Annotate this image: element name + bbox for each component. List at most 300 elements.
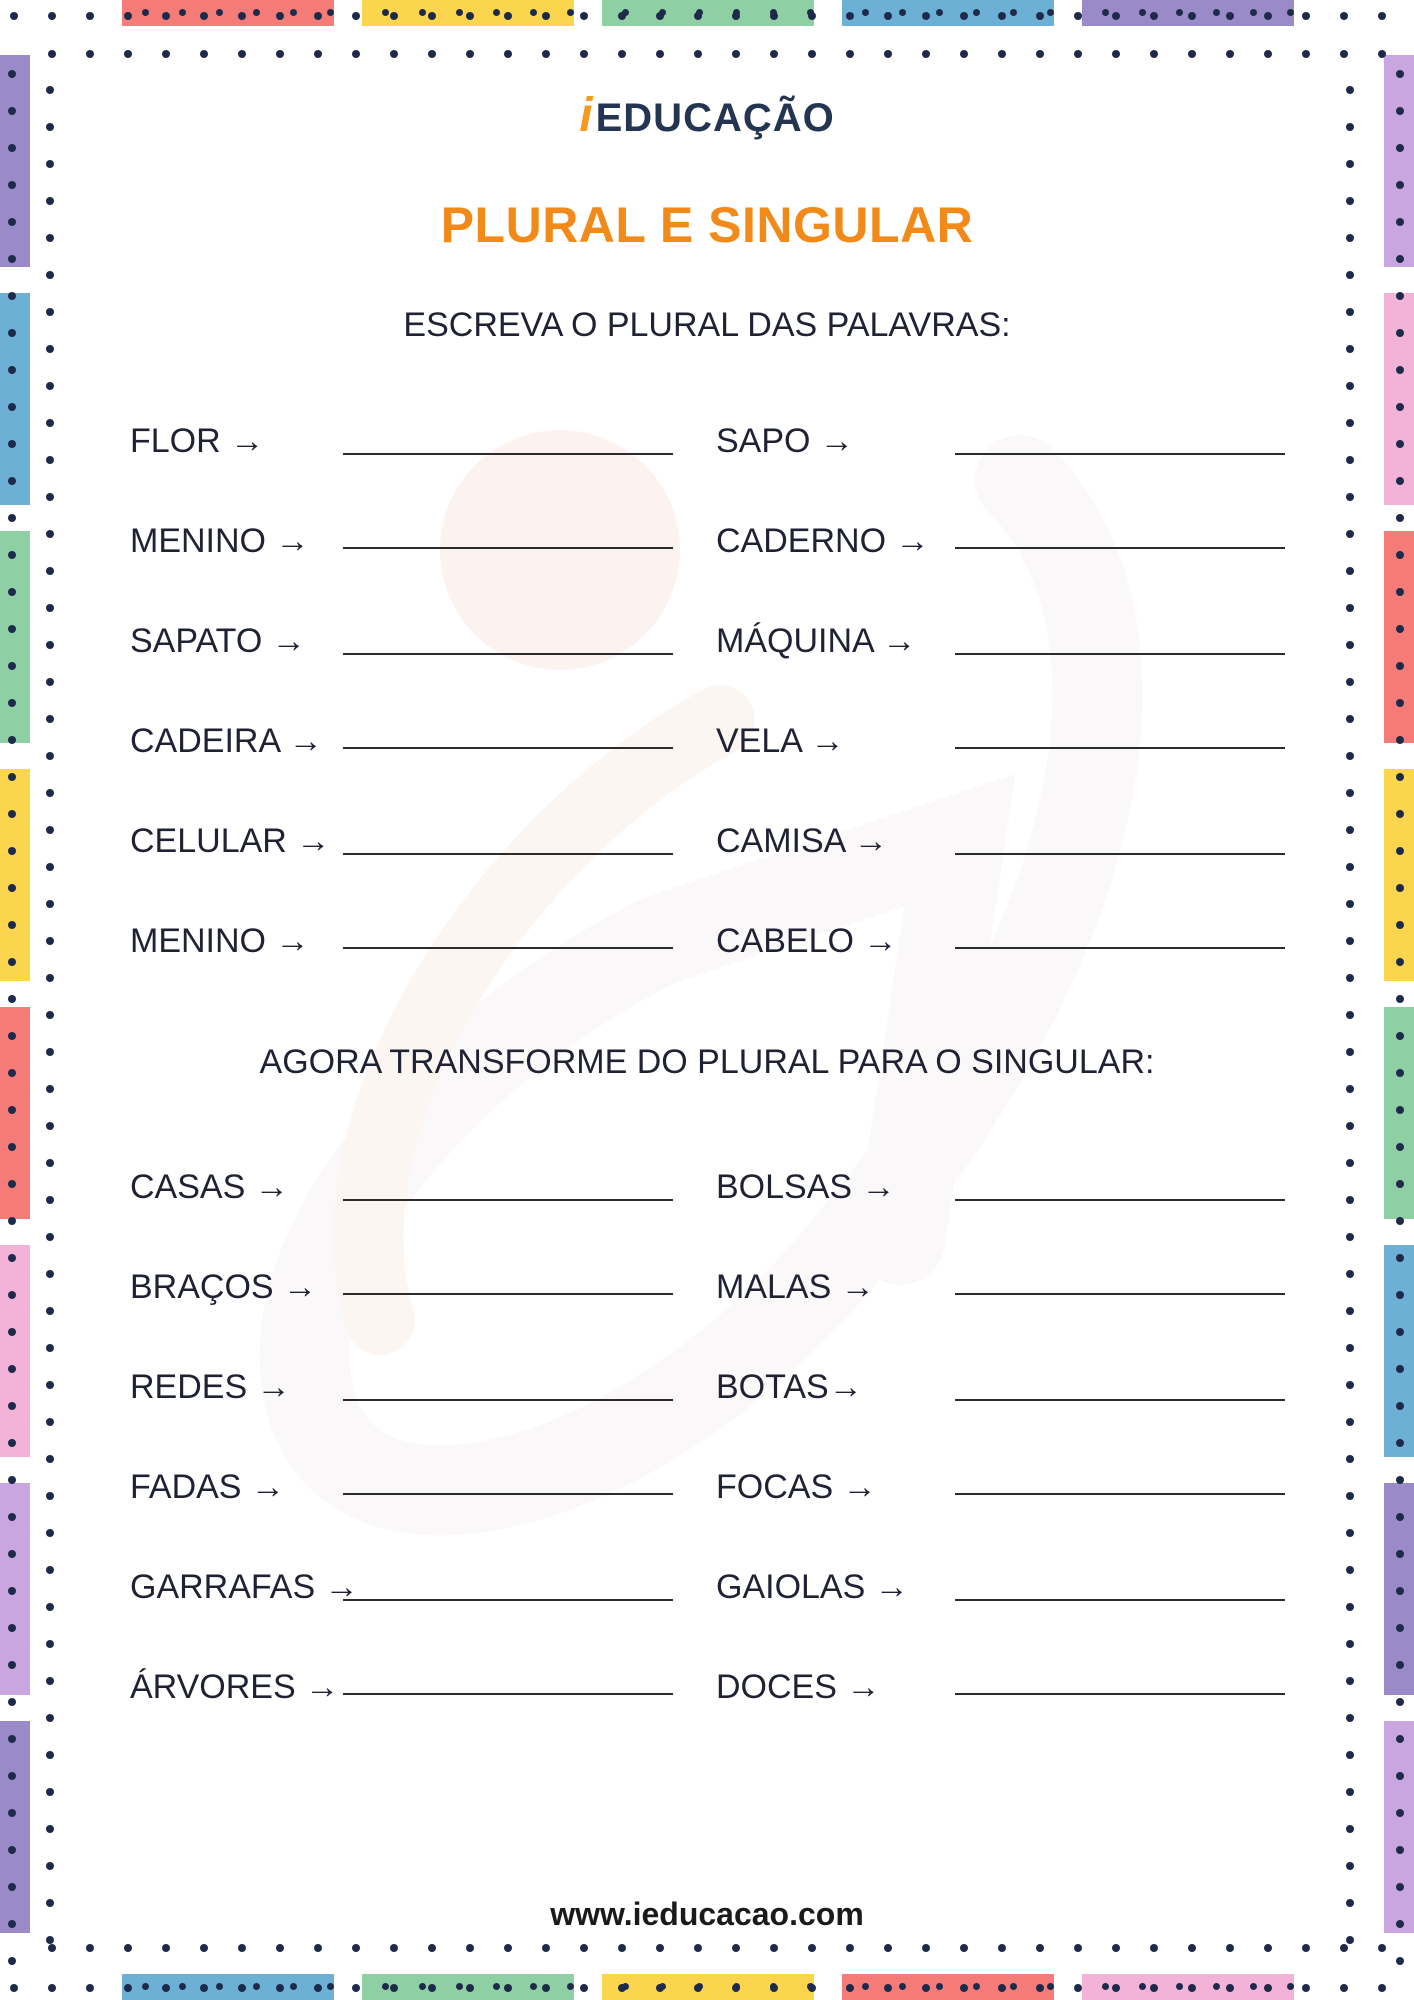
- border-dot: [1346, 382, 1354, 390]
- border-dot: [8, 1217, 16, 1225]
- border-dot: [1346, 1381, 1354, 1389]
- border-dot: [1396, 921, 1404, 929]
- border-dot: [8, 514, 16, 522]
- border-dot: [46, 1640, 54, 1648]
- border-dot: [1346, 1492, 1354, 1500]
- border-dot: [960, 50, 968, 58]
- border-dot: [1340, 1944, 1348, 1952]
- border-dot: [1396, 995, 1404, 1003]
- border-dot: [466, 1984, 474, 1992]
- border-dot: [504, 50, 512, 58]
- border-dot: [46, 937, 54, 945]
- section2-right-word: BOLSAS →: [716, 1168, 896, 1206]
- border-dot: [1396, 884, 1404, 892]
- section2-left-answer-line[interactable]: [343, 1199, 673, 1201]
- section1-left-answer-line[interactable]: [343, 453, 673, 455]
- border-dot: [998, 1944, 1006, 1952]
- border-dot: [884, 12, 892, 20]
- border-dot: [8, 440, 16, 448]
- section1-left-answer-line[interactable]: [343, 853, 673, 855]
- border-dot: [314, 1944, 322, 1952]
- border-dot: [770, 1984, 778, 1992]
- border-dot: [1396, 1809, 1404, 1817]
- border-dot: [46, 1085, 54, 1093]
- border-dot: [46, 789, 54, 797]
- border-dot: [1346, 160, 1354, 168]
- border-dot: [466, 1944, 474, 1952]
- border-dot: [580, 1944, 588, 1952]
- border-dot: [1188, 1984, 1196, 1992]
- border-dot: [8, 181, 16, 189]
- border-dot: [8, 625, 16, 633]
- border-dot: [922, 50, 930, 58]
- border-dot: [8, 1587, 16, 1595]
- border-dot: [1264, 1984, 1272, 1992]
- border-dot: [1396, 1439, 1404, 1447]
- border-dot: [846, 1984, 854, 1992]
- border-dot: [1346, 1825, 1354, 1833]
- border-dot: [46, 530, 54, 538]
- border-dot: [1112, 1944, 1120, 1952]
- section2-right-answer-line[interactable]: [955, 1693, 1285, 1695]
- border-dot: [922, 1984, 930, 1992]
- border-dot: [352, 1984, 360, 1992]
- section2-left-answer-line[interactable]: [343, 1693, 673, 1695]
- section2-left-word: CASAS →: [130, 1168, 289, 1206]
- border-dot: [922, 12, 930, 20]
- border-dot: [1396, 1254, 1404, 1262]
- border-dot: [1346, 641, 1354, 649]
- border-dot: [46, 1418, 54, 1426]
- border-dot: [1396, 1661, 1404, 1669]
- border-dot: [694, 1944, 702, 1952]
- border-dot: [8, 921, 16, 929]
- border-dot: [8, 847, 16, 855]
- left-stripe: [0, 1007, 30, 1219]
- border-dot: [884, 1984, 892, 1992]
- border-dot: [1396, 699, 1404, 707]
- border-dot: [1150, 1944, 1158, 1952]
- section1-right-answer-line[interactable]: [955, 547, 1285, 549]
- border-dot: [8, 958, 16, 966]
- border-dot: [1396, 1624, 1404, 1632]
- border-dot: [960, 12, 968, 20]
- border-dot: [200, 1984, 208, 1992]
- brand-logo: [0, 88, 1414, 143]
- bottom-stripe: [602, 1974, 814, 2000]
- section1-left-answer-line[interactable]: [343, 547, 673, 549]
- border-dot: [46, 271, 54, 279]
- section1-left-answer-line[interactable]: [343, 653, 673, 655]
- right-stripe: [1384, 531, 1414, 743]
- section1-right-answer-line[interactable]: [955, 653, 1285, 655]
- border-dot: [1346, 826, 1354, 834]
- border-dot: [1340, 12, 1348, 20]
- border-dot: [46, 715, 54, 723]
- border-dot: [504, 1984, 512, 1992]
- border-dot: [1150, 1984, 1158, 1992]
- border-dot: [1396, 181, 1404, 189]
- border-dot: [8, 144, 16, 152]
- border-dot: [8, 1698, 16, 1706]
- border-dot: [1112, 1984, 1120, 1992]
- border-dot: [542, 12, 550, 20]
- border-dot: [580, 50, 588, 58]
- border-dot: [542, 1984, 550, 1992]
- border-dot: [46, 1159, 54, 1167]
- border-dot: [1396, 810, 1404, 818]
- border-dot: [8, 1735, 16, 1743]
- border-dot: [1346, 678, 1354, 686]
- section2-right-answer-line[interactable]: [955, 1293, 1285, 1295]
- border-dot: [1396, 1772, 1404, 1780]
- section1-left-word: MENINO →: [130, 522, 310, 560]
- border-dot: [46, 900, 54, 908]
- border-dot: [10, 12, 18, 20]
- border-dot: [46, 493, 54, 501]
- border-dot: [46, 1529, 54, 1537]
- border-dot: [1346, 863, 1354, 871]
- border-dot: [1112, 50, 1120, 58]
- border-dot: [8, 1846, 16, 1854]
- border-dot: [1302, 1984, 1310, 1992]
- border-dot: [276, 12, 284, 20]
- section2-left-answer-line[interactable]: [343, 1293, 673, 1295]
- border-dot: [770, 1944, 778, 1952]
- border-dot: [124, 12, 132, 20]
- border-dot: [86, 50, 94, 58]
- border-dot: [46, 678, 54, 686]
- border-dot: [276, 1944, 284, 1952]
- border-dot: [1346, 456, 1354, 464]
- border-dot: [1396, 1846, 1404, 1854]
- border-dot: [48, 1944, 56, 1952]
- border-dot: [1396, 70, 1404, 78]
- border-dot: [1036, 12, 1044, 20]
- border-dot: [238, 50, 246, 58]
- border-dot: [1036, 1944, 1044, 1952]
- border-dot: [8, 662, 16, 670]
- border-dot: [732, 50, 740, 58]
- border-dot: [1346, 530, 1354, 538]
- border-dot: [694, 12, 702, 20]
- border-dot: [998, 1984, 1006, 1992]
- border-dot: [1346, 1566, 1354, 1574]
- border-dot: [1036, 50, 1044, 58]
- border-dot: [1396, 1587, 1404, 1595]
- section2-right-answer-line[interactable]: [955, 1599, 1285, 1601]
- section2-right-answer-line[interactable]: [955, 1399, 1285, 1401]
- border-dot: [8, 773, 16, 781]
- border-dot: [998, 12, 1006, 20]
- border-dot: [46, 974, 54, 982]
- border-dot: [1396, 255, 1404, 263]
- border-dot: [808, 1984, 816, 1992]
- border-dot: [8, 1772, 16, 1780]
- border-dot: [1346, 493, 1354, 501]
- border-dot: [124, 1944, 132, 1952]
- section1-right-answer-line[interactable]: [955, 747, 1285, 749]
- border-dot: [846, 12, 854, 20]
- section2-right-word: MALAS →: [716, 1268, 875, 1306]
- section2-left-word: FADAS →: [130, 1468, 285, 1506]
- top-stripe: [842, 0, 1054, 26]
- border-dot: [8, 1624, 16, 1632]
- border-dot: [1396, 1735, 1404, 1743]
- border-dot: [1150, 50, 1158, 58]
- border-dot: [46, 382, 54, 390]
- border-dot: [504, 12, 512, 20]
- section2-right-answer-line[interactable]: [955, 1199, 1285, 1201]
- border-dot: [1346, 604, 1354, 612]
- border-dot: [8, 1180, 16, 1188]
- left-stripe: [0, 1245, 30, 1457]
- border-dot: [1396, 403, 1404, 411]
- section1-left-word: CELULAR →: [130, 822, 331, 860]
- border-dot: [8, 292, 16, 300]
- section1-right-word: MÁQUINA →: [716, 622, 917, 660]
- border-dot: [238, 1984, 246, 1992]
- section2-right-word: GAIOLAS →: [716, 1568, 909, 1606]
- border-dot: [732, 1984, 740, 1992]
- border-dot: [1074, 50, 1082, 58]
- border-dot: [1346, 1159, 1354, 1167]
- border-dot: [46, 345, 54, 353]
- border-dot: [1346, 1233, 1354, 1241]
- border-dot: [8, 255, 16, 263]
- border-dot: [314, 1984, 322, 1992]
- border-dot: [46, 863, 54, 871]
- border-dot: [1396, 1365, 1404, 1373]
- border-dot: [1346, 1011, 1354, 1019]
- border-dot: [1346, 1640, 1354, 1648]
- border-dot: [48, 12, 56, 20]
- border-dot: [1302, 50, 1310, 58]
- border-dot: [884, 50, 892, 58]
- border-dot: [1396, 144, 1404, 152]
- border-dot: [1346, 1529, 1354, 1537]
- border-dot: [238, 12, 246, 20]
- border-dot: [998, 50, 1006, 58]
- border-dot: [8, 736, 16, 744]
- section1-left-word: SAPATO →: [130, 622, 306, 660]
- border-dot: [1112, 12, 1120, 20]
- border-dot: [656, 50, 664, 58]
- right-stripe: [1384, 769, 1414, 981]
- section2-left-answer-line[interactable]: [343, 1399, 673, 1401]
- border-dot: [1346, 345, 1354, 353]
- border-dot: [46, 1862, 54, 1870]
- border-dot: [8, 699, 16, 707]
- logo-i-icon: i: [579, 89, 594, 142]
- border-dot: [8, 1032, 16, 1040]
- border-dot: [8, 1883, 16, 1891]
- section2-left-word: GARRAFAS →: [130, 1568, 359, 1606]
- border-dot: [8, 403, 16, 411]
- border-dot: [46, 419, 54, 427]
- border-dot: [1396, 1698, 1404, 1706]
- border-dot: [694, 50, 702, 58]
- border-dot: [732, 12, 740, 20]
- section2-left-answer-line[interactable]: [343, 1493, 673, 1495]
- border-dot: [618, 12, 626, 20]
- section1-heading: ESCREVA O PLURAL DAS PALAVRAS:: [403, 306, 1011, 344]
- border-dot: [1346, 1085, 1354, 1093]
- logo-text: EDUCAÇÃO: [595, 96, 835, 140]
- bottom-stripe: [122, 1974, 334, 2000]
- border-dot: [1378, 12, 1386, 20]
- border-dot: [960, 1984, 968, 1992]
- border-dot: [8, 1661, 16, 1669]
- border-dot: [618, 1984, 626, 1992]
- border-dot: [8, 1550, 16, 1558]
- section2-left-word: ÁRVORES →: [130, 1668, 340, 1706]
- border-dot: [162, 1984, 170, 1992]
- border-dot: [1346, 1270, 1354, 1278]
- border-dot: [1188, 50, 1196, 58]
- border-dot: [276, 50, 284, 58]
- border-dot: [846, 1944, 854, 1952]
- top-stripe: [122, 0, 334, 26]
- section1-right-answer-line[interactable]: [955, 453, 1285, 455]
- left-stripe: [0, 769, 30, 981]
- border-dot: [46, 752, 54, 760]
- border-dot: [1346, 715, 1354, 723]
- border-dot: [732, 1944, 740, 1952]
- border-dot: [46, 1714, 54, 1722]
- border-dot: [390, 1984, 398, 1992]
- border-dot: [1346, 1307, 1354, 1315]
- border-dot: [200, 1944, 208, 1952]
- border-dot: [46, 604, 54, 612]
- border-dot: [124, 50, 132, 58]
- border-dot: [46, 826, 54, 834]
- border-dot: [466, 12, 474, 20]
- border-dot: [8, 1809, 16, 1817]
- border-dot: [1074, 12, 1082, 20]
- section2-left-answer-line[interactable]: [343, 1599, 673, 1601]
- border-dot: [46, 641, 54, 649]
- top-stripe: [602, 0, 814, 26]
- border-dot: [390, 50, 398, 58]
- section1-right-answer-line[interactable]: [955, 947, 1285, 949]
- border-dot: [1396, 1217, 1404, 1225]
- border-dot: [46, 1196, 54, 1204]
- border-dot: [1346, 1936, 1354, 1944]
- border-dot: [390, 1944, 398, 1952]
- border-dot: [1396, 1291, 1404, 1299]
- border-dot: [1346, 1603, 1354, 1611]
- border-dot: [162, 12, 170, 20]
- border-dot: [8, 1439, 16, 1447]
- border-dot: [8, 477, 16, 485]
- border-dot: [314, 12, 322, 20]
- border-dot: [46, 1751, 54, 1759]
- section2-right-answer-line[interactable]: [955, 1493, 1285, 1495]
- border-dot: [808, 50, 816, 58]
- border-dot: [1346, 1862, 1354, 1870]
- border-dot: [1396, 773, 1404, 781]
- border-dot: [8, 1365, 16, 1373]
- border-dot: [352, 50, 360, 58]
- border-dot: [8, 1328, 16, 1336]
- border-dot: [1396, 551, 1404, 559]
- border-dot: [46, 1344, 54, 1352]
- border-dot: [46, 1270, 54, 1278]
- border-dot: [1396, 1402, 1404, 1410]
- border-dot: [1302, 1944, 1310, 1952]
- border-dot: [1346, 1418, 1354, 1426]
- border-dot: [1396, 1143, 1404, 1151]
- border-dot: [86, 1984, 94, 1992]
- border-dot: [46, 1492, 54, 1500]
- border-dot: [46, 1825, 54, 1833]
- border-dot: [276, 1984, 284, 1992]
- border-dot: [48, 50, 56, 58]
- border-dot: [1346, 900, 1354, 908]
- border-dot: [46, 1936, 54, 1944]
- section1-right-answer-line[interactable]: [955, 853, 1285, 855]
- border-dot: [1346, 1455, 1354, 1463]
- section2-right-word: DOCES →: [716, 1668, 881, 1706]
- page-title: PLURAL E SINGULAR: [440, 197, 974, 253]
- border-dot: [46, 1233, 54, 1241]
- border-dot: [1346, 419, 1354, 427]
- section1-right-word: CADERNO →: [716, 522, 930, 560]
- border-dot: [46, 1788, 54, 1796]
- border-dot: [1346, 1196, 1354, 1204]
- border-dot: [618, 50, 626, 58]
- border-dot: [656, 1944, 664, 1952]
- border-dot: [656, 1984, 664, 1992]
- border-dot: [1226, 12, 1234, 20]
- border-dot: [1396, 662, 1404, 670]
- border-dot: [8, 1513, 16, 1521]
- border-dot: [48, 1984, 56, 1992]
- border-dot: [1396, 625, 1404, 633]
- border-dot: [542, 50, 550, 58]
- border-dot: [352, 12, 360, 20]
- border-dot: [8, 884, 16, 892]
- border-dot: [428, 1984, 436, 1992]
- border-dot: [1378, 1984, 1386, 1992]
- border-dot: [1074, 1984, 1082, 1992]
- border-dot: [46, 1677, 54, 1685]
- border-dot: [8, 70, 16, 78]
- border-dot: [1396, 1180, 1404, 1188]
- border-dot: [1150, 12, 1158, 20]
- border-dot: [542, 1944, 550, 1952]
- section1-left-answer-line[interactable]: [343, 947, 673, 949]
- border-dot: [1396, 1513, 1404, 1521]
- right-stripe: [1384, 1245, 1414, 1457]
- border-dot: [1346, 1122, 1354, 1130]
- border-dot: [1396, 958, 1404, 966]
- border-dot: [770, 12, 778, 20]
- border-dot: [428, 12, 436, 20]
- border-dot: [1264, 1944, 1272, 1952]
- border-dot: [10, 1984, 18, 1992]
- border-dot: [1396, 736, 1404, 744]
- border-dot: [1346, 567, 1354, 575]
- section1-right-word: CAMISA →: [716, 822, 888, 860]
- border-dot: [466, 50, 474, 58]
- border-dot: [1264, 50, 1272, 58]
- border-dot: [8, 1291, 16, 1299]
- border-dot: [1396, 477, 1404, 485]
- border-dot: [770, 50, 778, 58]
- section1-left-answer-line[interactable]: [343, 747, 673, 749]
